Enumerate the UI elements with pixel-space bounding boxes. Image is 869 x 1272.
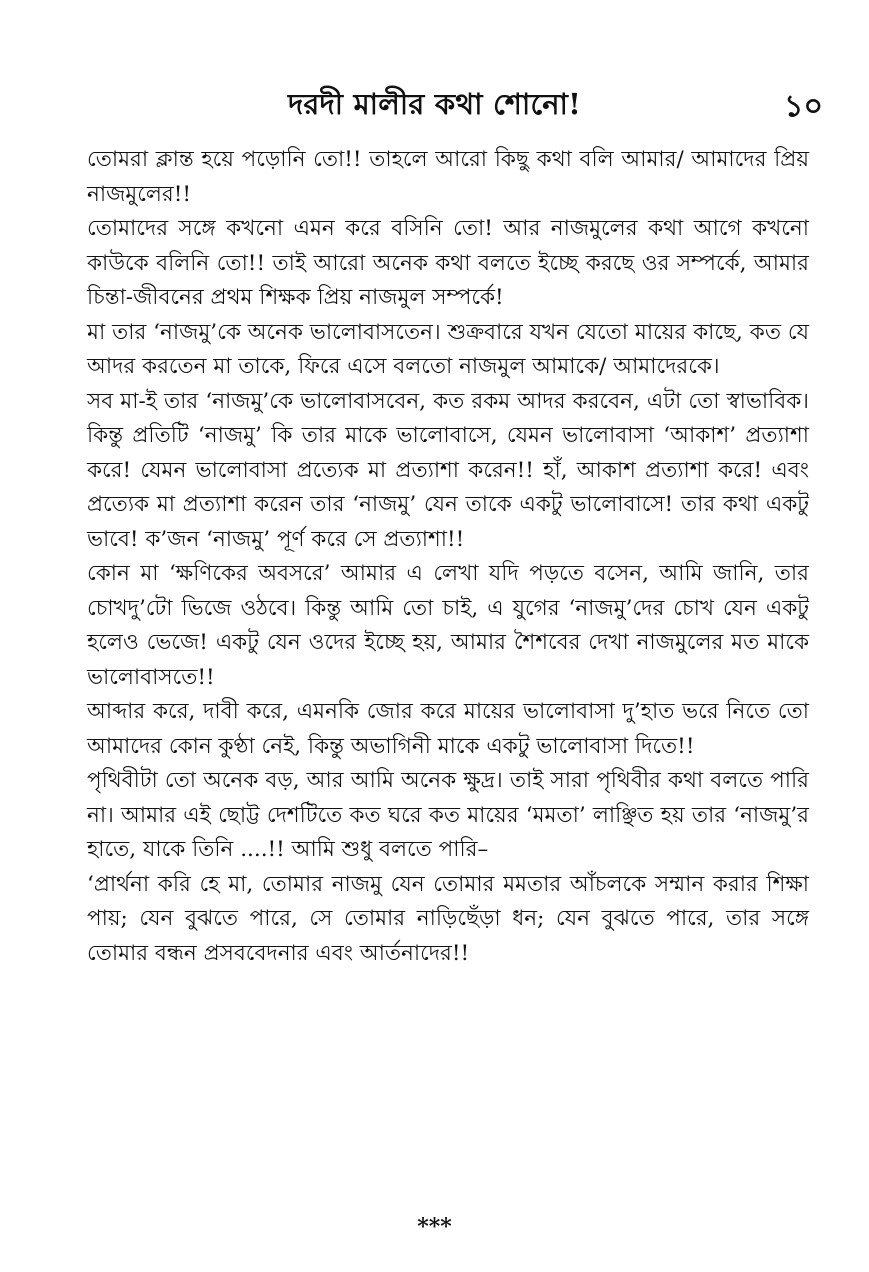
page-number: ১০ [784, 89, 823, 124]
paragraph: ‘প্রার্থনা করি হে মা, তোমার নাজমু যেন তোমার মমতার আঁচলকে সম্মান করার শিক্ষা পায়; যেন বুঝতে পারে, সে তোমার নাড়িছেঁড়া ধন; যেন বুঝতে পারে, তার সঙ্গে তোমার বন্ধন প্রসববেদনার এবং আর্তনাদের!! [87, 871, 809, 966]
paragraph: সব মা-ই তার ‘নাজমু’কে ভালোবাসবেন, কত রকম আদর করবেন, এটা তো স্বাভাবিক। কিন্তু প্রতিটি ‘নাজমু’ কি তার মাকে ভালোবাসে, যেমন ভালোবাসা ‘আকাশ’ প্রত্যাশা করে! যেমন ভালোবাসা প্রত্যেক মা প্রত্যাশা করেন!! হাঁ, আকাশ প্রত্যাশা করে! এবং প্রত্যেক মা প্রত্যাশা করেন তার ‘নাজমু’ যেন তাকে একটু ভালোবাসে! তার কথা একটু ভাবে! ক’জন ‘নাজমু’ পূর্ণ করে সে প্রত্যাশা!! [87, 388, 809, 552]
paragraph: তোমরা ক্লান্ত হয়ে পড়োনি তো!! তাহলে আরো কিছু কথা বলি আমার/ আমাদের প্রিয় নাজমুলের!! [87, 147, 809, 207]
paragraph: পৃথিবীটা তো অনেক বড়, আর আমি অনেক ক্ষুদ্র। তাই সারা পৃথিবীর কথা বলতে পারি না। আমার এই ছোট্ট দেশটিতে কত ঘরে কত মায়ের ‘মমতা’ লাঞ্ছিত হয় তার ‘নাজমু’র হাতে, যাকে তিনি ....!! আমি শুধু বলতে পারি– [87, 768, 809, 862]
paragraph: মা তার ‘নাজমু’কে অনেক ভালোবাসতেন। শুক্রবারে যখন যেতো মায়ের কাছে, কত যে আদর করতেন মা তাকে, ফিরে এসে বলতো নাজমুল আমাকে/ আমাদেরকে। [87, 319, 809, 379]
section-end-mark: *** [417, 1214, 452, 1240]
page-header [0, 82, 869, 126]
paragraph: আব্দার করে, দাবী করে, এমনকি জোর করে মায়ের ভালোবাসা দু’হাত ভরে নিতে তো আমাদের কোন কুণ্ঠা নেই, কিন্তু অভাগিনী মাকে একটু ভালোবাসা দিতে!! [87, 699, 809, 759]
chapter-title: দরদী মালীর কথা শোনো! [287, 87, 582, 121]
paragraph: তোমাদের সঙ্গে কখনো এমন করে বসিনি তো! আর নাজমুলের কথা আগে কখনো কাউকে বলিনি তো!! তাই আরো অনেক কথা বলতে ইচ্ছে করছে ওর সম্পর্কে, আমার চিন্তা-জীবনের প্রথম শিক্ষক প্রিয় নাজমুল সম্পর্কে! [87, 216, 809, 310]
paragraph: কোন মা ‘ক্ষণিকের অবসরে’ আমার এ লেখা যদি পড়তে বসেন, আমি জানি, তার চোখদু’টো ভিজে ওঠবে। কিন্তু আমি তো চাই, এ যুগের ‘নাজমু’দের চোখ যেন একটু হলেও ভেজে! একটু যেন ওদের ইচ্ছে হয়, আমার শৈশবের দেখা নাজমুলের মত মাকে ভালোবাসতে!! [87, 561, 809, 690]
body-text [87, 143, 809, 971]
